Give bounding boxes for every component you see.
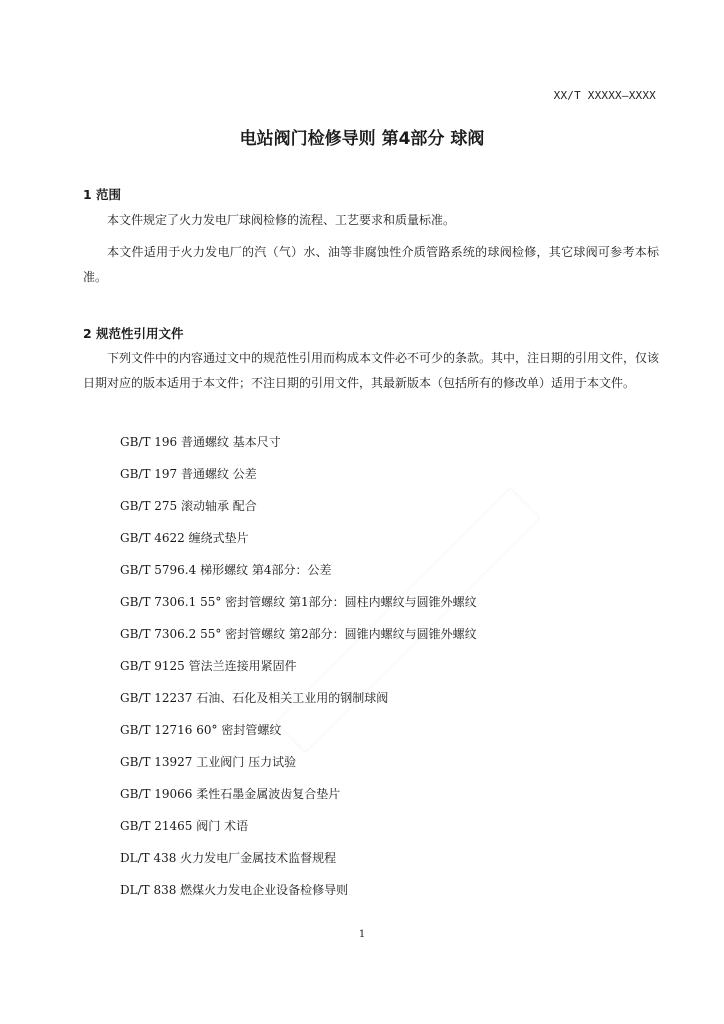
reference-item: GB/T 7306.1 55° 密封管螺纹 第1部分：圆柱内螺纹与圆锥外螺纹 <box>120 595 477 609</box>
reference-item: GB/T 12716 60° 密封管螺纹 <box>120 723 282 737</box>
reference-item: GB/T 7306.2 55° 密封管螺纹 第2部分：圆锥内螺纹与圆锥外螺纹 <box>120 627 477 641</box>
reference-item: GB/T 4622 缠绕式垫片 <box>120 531 249 545</box>
reference-item: GB/T 5796.4 梯形螺纹 第4部分：公差 <box>120 563 332 577</box>
reference-item: GB/T 9125 管法兰连接用紧固件 <box>120 659 297 673</box>
reference-item: GB/T 197 普通螺纹 公差 <box>120 467 257 481</box>
reference-item: GB/T 19066 柔性石墨金属波齿复合垫片 <box>120 787 341 801</box>
reference-item: DL/T 838 燃煤火力发电企业设备检修导则 <box>120 883 349 897</box>
reference-item: DL/T 438 火力发电厂金属技术监督规程 <box>120 851 337 865</box>
reference-item: GB/T 13927 工业阀门 压力试验 <box>120 755 297 769</box>
paragraph: 下列文件中的内容通过文中的规范性引用而构成本文件必不可少的条款。其中，注日期的引用文件，仅该日期对应的版本适用于本文件；不注日期的引用文件，其最新版本（包括所有的修改单）适用于本文件。 <box>83 351 660 390</box>
reference-item: GB/T 21465 阀门 术语 <box>120 819 249 833</box>
reference-item: GB/T 12237 石油、石化及相关工业用的钢制球阀 <box>120 691 389 705</box>
reference-item: GB/T 196 普通螺纹 基本尺寸 <box>120 435 281 449</box>
section-heading-normative-references: 2 规范性引用文件 <box>83 326 184 341</box>
section-heading-scope: 1 范围 <box>83 187 122 202</box>
document-code: XX/T XXXXX—XXXX <box>553 89 656 102</box>
paragraph: 本文件规定了火力发电厂球阀检修的流程、工艺要求和质量标准。 <box>107 213 456 227</box>
document-title: 电站阀门检修导则 第4部分 球阀 <box>239 129 485 149</box>
page-number: 1 <box>358 929 366 940</box>
paragraph: 本文件适用于火力发电厂的汽（气）水、油等非腐蚀性介质管路系统的球阀检修，其它球阀可参考本标准。 <box>83 245 659 284</box>
reference-item: GB/T 275 滚动轴承 配合 <box>120 499 257 513</box>
reference-list <box>120 431 477 911</box>
